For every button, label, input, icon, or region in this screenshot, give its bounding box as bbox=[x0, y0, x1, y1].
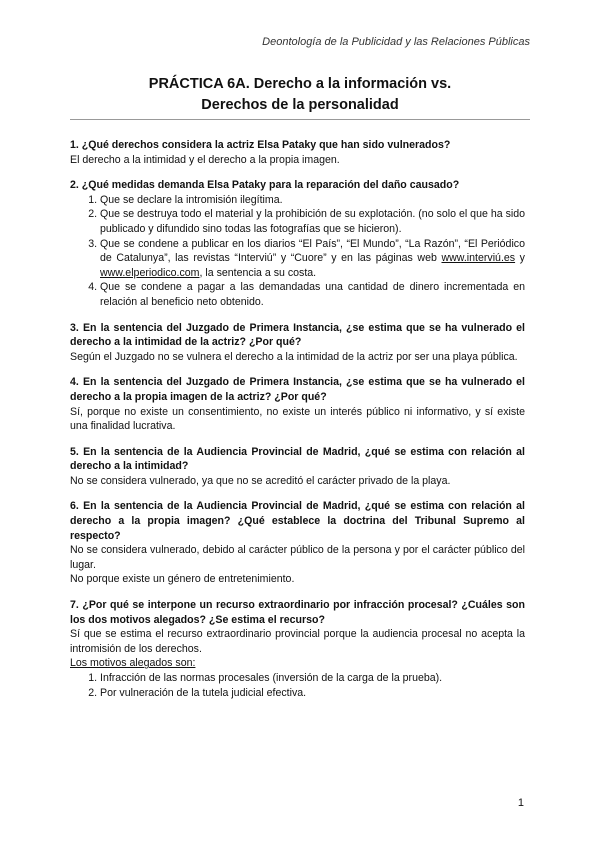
answer-5-text: No se considera vulnerado, ya que no se acreditó el carácter privado de la playa. bbox=[70, 474, 451, 487]
link-elperiodico[interactable]: www.elperiodico.com bbox=[100, 266, 200, 279]
answer-3-text: Según el Juzgado no se vulnera el derecho a la intimidad de la actriz por ser una playa pública. bbox=[70, 350, 518, 363]
question-7-text: 7. ¿Por qué se interpone un recurso extraordinario por infracción procesal? ¿Cuáles son los dos motivos alegados? ¿Se estima el recurso? bbox=[70, 599, 525, 626]
list-item: 1. Que se declare la intromisión ilegítima. bbox=[100, 193, 525, 208]
question-5-text: 5. En la sentencia de la Audiencia Provincial de Madrid, ¿qué se estima con relación al derecho a la intimidad? bbox=[70, 445, 525, 473]
list-item-text: , la sentencia a su costa. bbox=[199, 266, 317, 279]
document-title bbox=[70, 74, 530, 116]
question-7 bbox=[70, 598, 525, 700]
title-divider bbox=[70, 119, 530, 120]
question-3-text: 3. En la sentencia del Juzgado de Primera Instancia, ¿se estima que se ha vulnerado el derecho a la intimidad de la actriz? ¿Por qué? bbox=[70, 321, 525, 349]
question-1 bbox=[70, 138, 525, 167]
question-1-text: 1. ¿Qué derechos considera la actriz Elsa Pataky que han sido vulnerados? bbox=[70, 139, 451, 151]
list-item: 2. Por vulneración de la tutela judicial efectiva. bbox=[100, 686, 525, 701]
measures-list bbox=[70, 193, 525, 310]
question-4 bbox=[70, 375, 525, 433]
answer-1-text: El derecho a la intimidad y el derecho a la propia imagen. bbox=[70, 153, 340, 166]
answer-6-text: No se considera vulnerado, debido al carácter público de la persona y por el carácter público del lugar. bbox=[70, 544, 525, 571]
question-2-text: 2. ¿Qué medidas demanda Elsa Pataky para la reparación del daño causado? bbox=[70, 179, 460, 192]
page-number: 1 bbox=[517, 797, 524, 809]
list-item-text: Que se condene a publicar en los diarios “El País”, “El Mundo”, “La Razón”, “El Periódico de Catalunya”, las revistas “Interviú” y “Cuore” y en las páginas web bbox=[100, 237, 525, 265]
motives-subheading: Los motivos alegados son: bbox=[70, 657, 196, 670]
question-3 bbox=[70, 321, 525, 365]
document-body bbox=[70, 138, 525, 711]
list-item bbox=[100, 237, 525, 281]
list-item: 4. Que se condene a pagar a las demandadas una cantidad de dinero incrementada en relación al beneficio neto obtenido. bbox=[100, 280, 525, 309]
question-2 bbox=[70, 178, 525, 309]
question-4-text: 4. En la sentencia del Juzgado de Primera Instancia, ¿se estima que se ha vulnerado el derecho a la propia imagen de la actriz? ¿Por qué? bbox=[70, 376, 525, 403]
list-item: 1. Infracción de las normas procesales (inversión de la carga de la prueba). bbox=[100, 671, 525, 686]
link-interviu[interactable]: www.interviú.es bbox=[441, 252, 516, 265]
list-item: 2. Que se destruya todo el material y la prohibición de su explotación. (no solo el que ha sido publicado y difundido sino todas las fotografías que se hicieron). bbox=[100, 207, 525, 236]
question-6-text: 6. En la sentencia de la Audiencia Provincial de Madrid, ¿qué se estima con relación al derecho a la propia imagen? ¿Qué establece la doctrina del Tribunal Supremo al respecto? bbox=[70, 500, 525, 542]
list-item-text: y bbox=[515, 252, 525, 265]
answer-6-text-2: No porque existe un género de entretenimiento. bbox=[70, 573, 295, 586]
answer-4-text: Sí, porque no existe un consentimiento, no existe un interés público ni informativo, y sí existe una finalidad lucrativa. bbox=[70, 405, 525, 433]
question-5 bbox=[70, 445, 525, 489]
running-header: Deontología de la Publicidad y las Relaciones Públicas bbox=[262, 36, 530, 48]
answer-7-text: Sí que se estima el recurso extraordinario provincial porque la audiencia procesal no acepta la intromisión de los derechos. bbox=[70, 628, 525, 655]
motives-list bbox=[70, 671, 525, 700]
title-line-1: PRÁCTICA 6A. Derecho a la información vs. bbox=[148, 76, 452, 92]
title-line-2: Derechos de la personalidad bbox=[201, 97, 399, 113]
question-6 bbox=[70, 499, 525, 587]
